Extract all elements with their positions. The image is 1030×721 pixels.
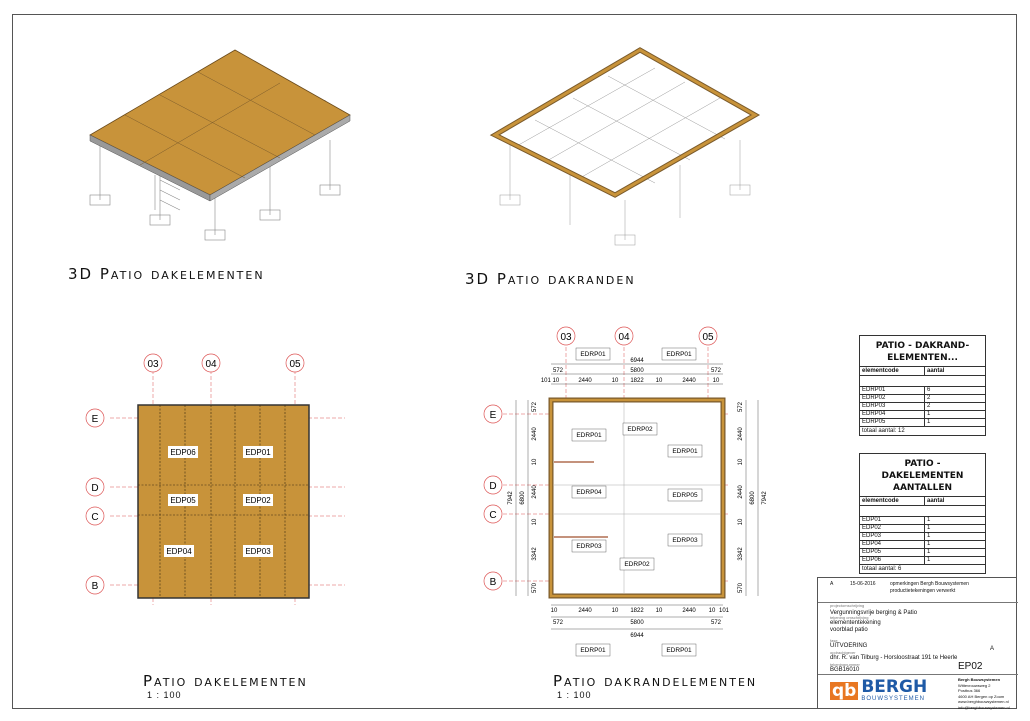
- caption-iso2: 3D Patio dakranden: [465, 270, 636, 288]
- phase-label: fase: [830, 638, 838, 643]
- edge-bot-1: EDRP01: [666, 647, 692, 654]
- dim-bot-mid: 5800: [630, 620, 644, 626]
- table-row: EDRP03 2: [860, 403, 985, 411]
- edge-bot-0: EDRP01: [580, 647, 606, 654]
- grid2-label-E: E: [489, 410, 497, 421]
- caption-iso1: 3D Patio dakelementen: [68, 265, 265, 283]
- dim-top-part-2: 10: [611, 378, 619, 384]
- scale-plan2: 1 : 100: [557, 690, 592, 700]
- edge-inner-7: EDRP02: [624, 561, 650, 568]
- project: Vergunningsvrije berging & Patio: [830, 610, 918, 616]
- addr-0: Bergh Bouwsystemen: [958, 677, 1001, 682]
- grid-label-D: D: [91, 483, 99, 494]
- dim-top-part-5: 2440: [682, 378, 696, 384]
- project-label: projectomschrijving: [830, 603, 865, 608]
- dim-top-part-0: 101 10: [540, 378, 560, 384]
- rev-text1: opmerkingen Bergh Bouwsystemen: [890, 581, 969, 587]
- company-name: BERGH: [861, 677, 928, 697]
- grid-label-B: B: [91, 581, 99, 592]
- dim-bot-part-5: 2440: [682, 608, 696, 614]
- dim-left-4: 10: [532, 518, 538, 526]
- dim-top-mid: 5800: [630, 368, 644, 374]
- addr-2: Postbus 366: [958, 688, 981, 693]
- client: dhr. R. van Tilburg - Horsloostraat 191 te Heerle: [830, 655, 958, 661]
- caption-plan2: Patio dakrandelementen: [553, 672, 758, 690]
- edge-inner-2: EDRP01: [672, 448, 698, 455]
- plan1-label-3: EDP02: [245, 496, 271, 505]
- dim-left-6: 570: [532, 582, 538, 594]
- dim-top-total: 6944: [630, 358, 644, 364]
- dim-bot-part-6: 10: [708, 608, 716, 614]
- dim-bot-a: 572: [552, 620, 564, 626]
- dim-bot-total: 6944: [630, 633, 644, 639]
- grid-label-C: C: [91, 512, 99, 523]
- edge-inner-6: EDRP03: [672, 537, 698, 544]
- table-row: EDP02 1: [860, 525, 985, 533]
- rev-date: 15-06-2016: [850, 581, 876, 587]
- dim-right-4: 10: [738, 518, 744, 526]
- dim-bot-part-7: 101: [718, 608, 730, 614]
- grid2-label-C: C: [489, 510, 497, 521]
- dim-left-total: 7942: [508, 491, 514, 505]
- grid2-label-04: 04: [618, 332, 630, 343]
- revision-box: A: [990, 646, 995, 652]
- table-edge-elements: [859, 335, 986, 436]
- grid2-label-03: 03: [560, 332, 572, 343]
- dim-right-0: 572: [738, 401, 744, 413]
- dim-bot-part-2: 10: [611, 608, 619, 614]
- edge-inner-1: EDRP02: [627, 426, 653, 433]
- dim-right-2: 10: [738, 458, 744, 466]
- table2-total: totaal aantal: 6: [862, 566, 902, 572]
- grid2-label-05: 05: [702, 332, 714, 343]
- plan1-label-0: EDP06: [170, 448, 196, 457]
- rev-letter: A: [830, 581, 834, 587]
- dim-right-5: 3342: [738, 547, 744, 561]
- plan1-label-2: EDP05: [170, 496, 196, 505]
- grid-label-03: 03: [147, 359, 159, 370]
- dim-bot-part-3: 1822: [630, 608, 644, 614]
- addr-5: info@berghbouwsystemen.nl: [958, 704, 1010, 710]
- addr-3: 4600 AH Bergen op Zoom: [958, 693, 1005, 699]
- dim-left-2: 10: [532, 458, 538, 466]
- dim-bot-part-0: 10: [550, 608, 558, 614]
- dim-right-total: 7942: [762, 491, 768, 505]
- dim-top-a: 572: [552, 368, 564, 374]
- table1-total: totaal aantal: 12: [862, 428, 905, 434]
- iso-roof-elements: [80, 40, 370, 250]
- dim-bot-part-4: 10: [655, 608, 663, 614]
- dim-top-part-3: 1822: [630, 378, 644, 384]
- drawing-label: tekening omschrijving: [830, 615, 869, 620]
- client-label: opdrachtgever: [830, 650, 856, 655]
- dim-left-mid: 6800: [520, 491, 526, 505]
- dim-left-3: 2440: [532, 485, 538, 499]
- table-row: EDP04 1: [860, 541, 985, 549]
- plan-roof-elements: [80, 350, 360, 615]
- grid2-label-B: B: [489, 577, 497, 588]
- company-sub: BOUWSYSTEMEN: [861, 696, 926, 702]
- table-row: EDRP02 2: [860, 395, 985, 403]
- dim-top-part-4: 10: [655, 378, 663, 384]
- drawing2: voorblad patio: [830, 627, 868, 633]
- edge-inner-3: EDRP04: [576, 489, 602, 496]
- dim-left-0: 572: [532, 401, 538, 413]
- drawing-number: BGB16010: [830, 667, 860, 673]
- table-row: EDRP05 1: [860, 419, 985, 427]
- grid-label-E: E: [91, 414, 99, 425]
- grid-label-04: 04: [205, 359, 217, 370]
- dim-bot-b: 572: [710, 620, 722, 626]
- dim-left-5: 3342: [532, 547, 538, 561]
- addr-1: Wittevrouwsweg 2: [958, 682, 991, 688]
- rev-text2: productietekeningen verwerkt: [890, 588, 956, 594]
- table-row: EDP03 1: [860, 533, 985, 541]
- table2-title: PATIO - DAKELEMENTEN AANTALLEN: [860, 454, 985, 497]
- dim-top-part-6: 10: [712, 378, 720, 384]
- phase: UITVOERING: [830, 643, 868, 649]
- iso-roof-edges: [485, 40, 775, 250]
- dim-left-1: 2440: [532, 427, 538, 441]
- dim-top-b: 572: [710, 368, 722, 374]
- table-row: EDP05 1: [860, 549, 985, 557]
- table1-col2: aantal: [927, 368, 945, 374]
- edge-top-1: EDRP01: [666, 351, 692, 358]
- grid2-label-D: D: [489, 481, 497, 492]
- edge-top-0: EDRP01: [580, 351, 606, 358]
- dim-bot-part-1: 2440: [578, 608, 592, 614]
- plan1-label-1: EDP01: [245, 448, 271, 457]
- table-row: EDP06 1: [860, 557, 985, 565]
- addr-4: www.berghbouwsystemen.nl: [958, 699, 1009, 704]
- table1-title: PATIO - DAKRAND-ELEMENTEN...: [860, 336, 985, 367]
- edge-inner-5: EDRP03: [576, 543, 602, 550]
- table2-col2: aantal: [927, 498, 945, 504]
- table-row: EDRP01 6: [860, 387, 985, 395]
- plan1-label-5: EDP03: [245, 547, 271, 556]
- table-row: EDRP04 1: [860, 411, 985, 419]
- sheet-number: EP02: [958, 661, 983, 672]
- company-logo: [830, 679, 927, 703]
- dim-right-6: 570: [738, 582, 744, 594]
- plan1-label-4: EDP04: [166, 547, 192, 556]
- dim-right-mid: 6800: [750, 491, 756, 505]
- edge-inner-4: EDRP05: [672, 492, 698, 499]
- drawing1: elemententekening: [830, 620, 881, 626]
- caption-plan1: Patio dakelementen: [143, 672, 308, 690]
- edge-inner-0: EDRP01: [576, 432, 602, 439]
- scale-plan1: 1 : 100: [147, 690, 182, 700]
- table2-col1: elementcode: [860, 497, 925, 505]
- dim-right-3: 2440: [738, 485, 744, 499]
- table1-col1: elementcode: [860, 367, 925, 375]
- logo-mark: qb: [832, 681, 857, 701]
- plan-roof-edge-elements: [478, 322, 778, 667]
- number-label: tekeningnummer: [830, 662, 860, 667]
- table-roof-elements: [859, 453, 986, 574]
- dim-top-part-1: 2440: [578, 378, 592, 384]
- dim-right-1: 2440: [738, 427, 744, 441]
- table-row: EDP01 1: [860, 517, 985, 525]
- grid-label-05: 05: [289, 359, 301, 370]
- title-block: [817, 577, 1017, 709]
